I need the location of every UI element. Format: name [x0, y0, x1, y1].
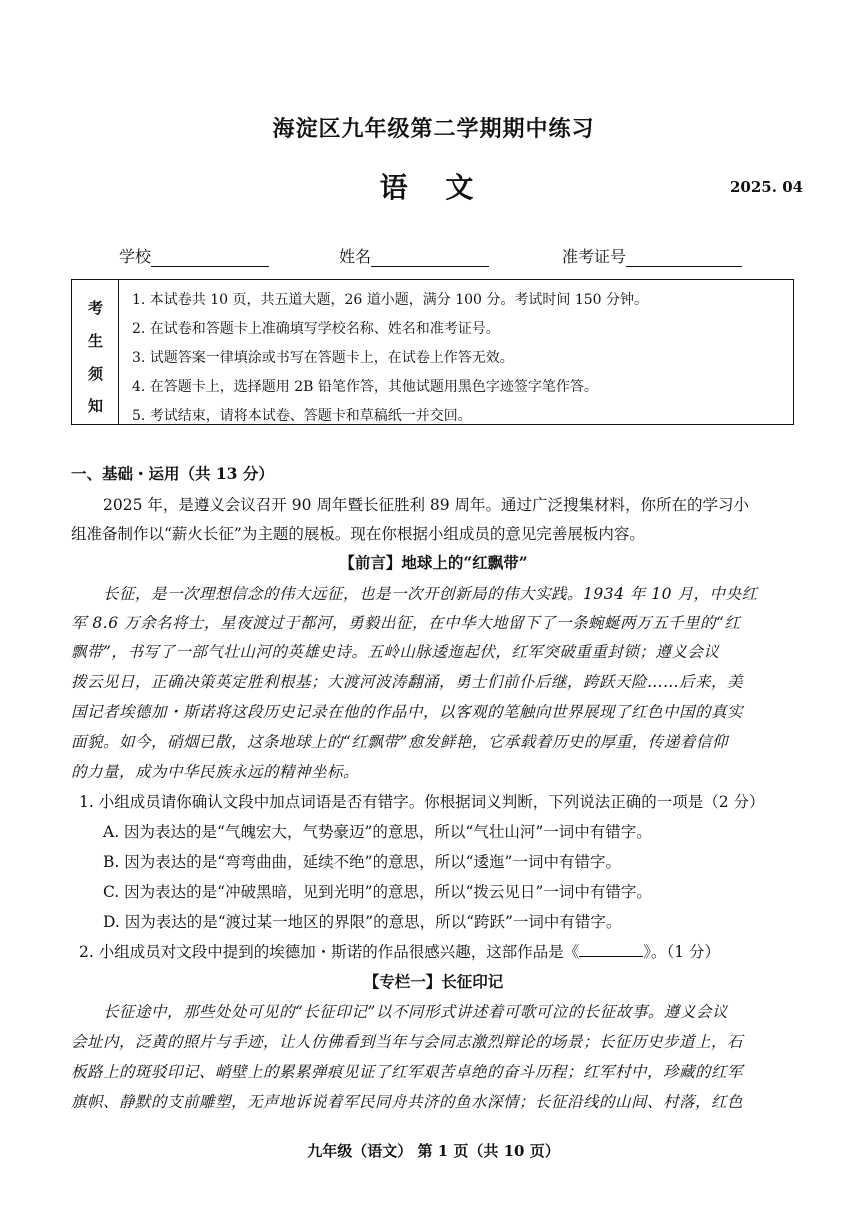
name-field — [339, 244, 489, 267]
preface-line: 拨云见日，正确决策英定胜利根基；大渡河波涛翻涌，勇士们前仆后继，跨跃天险……后来，美 — [71, 673, 744, 691]
question-2-answer-blank — [579, 942, 643, 957]
candidate-notice-box — [71, 279, 794, 425]
column-1-line: 长征途中，那些处处可见的“长征印记”以不同形式讲述着可歌可泣的长征故事。遵义会议 — [103, 1003, 728, 1021]
section-heading: 一、基础・运用（共 13 分） — [71, 464, 274, 483]
name-label: 姓名 — [339, 247, 372, 266]
question-2-stem: 2. 小组成员对文段中提到的埃德加・斯诺的作品很感兴趣，这部作品是《 — [79, 943, 580, 961]
intro-line: 2025 年，是遵义会议召开 90 周年暨长征胜利 89 周年。通过广泛搜集材料，你所在的学习小 — [103, 496, 750, 514]
preface-line: 军 8.6 万余名将士，星夜渡过于都河，勇毅出征，在中华大地留下了一条蜿蜒两万五千里的“红 — [71, 614, 741, 632]
question-2 — [79, 940, 720, 962]
exam-number-field — [562, 244, 742, 267]
question-1-option-a: A. 因为表达的是“气魄宏大，气势豪迈”的意思，所以“气壮山河”一词中有错字。 — [103, 823, 652, 841]
column-1-line: 旗帜、静默的支前雕塑，无声地诉说着军民同舟共济的鱼水深情；长征沿线的山间、村落，红色 — [71, 1093, 744, 1111]
preface-line: 面貌。如今，硝烟已散，这条地球上的“红飘带”愈发鲜艳，它承载着历史的厚重，传递着信仰 — [71, 733, 728, 751]
column-1-title: 【专栏一】长征印记 — [363, 972, 504, 991]
notice-label-char: 须 — [87, 365, 103, 383]
question-1-option-b: B. 因为表达的是“弯弯曲曲，延续不绝”的意思，所以“逶迤”一词中有错字。 — [103, 853, 621, 871]
preface-title: 【前言】地球上的“红飘带” — [339, 553, 528, 572]
notice-label-char: 考 — [87, 299, 103, 317]
column-1-line: 板路上的斑驳印记、峭壁上的累累弹痕见证了红军艰苦卓绝的奋斗历程；红军村中，珍藏的红军 — [71, 1063, 744, 1081]
exam-title: 海淀区九年级第二学期期中练习 — [272, 116, 595, 142]
school-blank — [151, 250, 269, 267]
notice-item: 1. 本试卷共 10 页，共五道大题，26 道小题，满分 100 分。考试时间 150 分钟。 — [132, 292, 649, 308]
question-1-option-d: D. 因为表达的是“渡过某一地区的界限”的意思，所以“跨跃”一词中有错字。 — [103, 913, 622, 931]
intro-line: 组准备制作以“薪火长征”为主题的展板。现在你根据小组成员的意见完善展板内容。 — [71, 525, 645, 543]
question-2-points: 》。（1 分） — [643, 943, 721, 961]
page-footer: 九年级（语文） 第 1 页（共 10 页） — [307, 1142, 560, 1160]
notice-item: 2. 在试卷和答题卡上准确填写学校名称、姓名和准考证号。 — [132, 321, 500, 337]
question-1-stem: 1. 小组成员请你确认文段中加点词语是否有错字。你根据词义判断，下列说法正确的一项是（2 分） — [79, 793, 765, 811]
notice-label-column — [72, 280, 119, 424]
column-1-line: 会址内，泛黄的照片与手迹，让人仿佛看到当年与会同志激烈辩论的场景；长征历史步道上，石 — [71, 1033, 744, 1051]
notice-item: 5. 考试结束，请将本试卷、答题卡和草稿纸一并交回。 — [132, 408, 472, 424]
subject-title: 语 文 — [379, 171, 488, 204]
name-blank — [371, 250, 489, 267]
notice-label-char: 知 — [87, 397, 103, 415]
notice-item: 4. 在答题卡上，选择题用 2B 铅笔作答，其他试题用黑色字迹签字笔作答。 — [132, 379, 598, 395]
preface-line: 国记者埃德加・斯诺将这段历史记录在他的作品中，以客观的笔触向世界展现了红色中国的真实 — [71, 703, 744, 721]
question-1-option-c: C. 因为表达的是“冲破黑暗，见到光明”的意思，所以“拨云见日”一词中有错字。 — [103, 883, 652, 901]
exam-date: 2025. 04 — [730, 178, 804, 196]
exam-number-label: 准考证号 — [562, 247, 627, 266]
preface-line: 飘带”，书写了一部气壮山河的英雄史诗。五岭山脉逶迤起伏，红军突破重重封锁；遵义会议 — [71, 643, 720, 661]
exam-number-blank — [626, 250, 742, 267]
notice-label-char: 生 — [87, 332, 103, 350]
school-label: 学校 — [119, 247, 152, 266]
preface-line: 的力量，成为中华民族永远的精神坐标。 — [71, 763, 360, 781]
preface-line: 长征，是一次理想信念的伟大远征，也是一次开创新局的伟大实践。1934 年 10 月，中央红 — [103, 585, 758, 603]
school-field — [119, 244, 269, 267]
notice-item: 3. 试题答案一律填涂或书写在答题卡上，在试卷上作答无效。 — [132, 350, 514, 366]
